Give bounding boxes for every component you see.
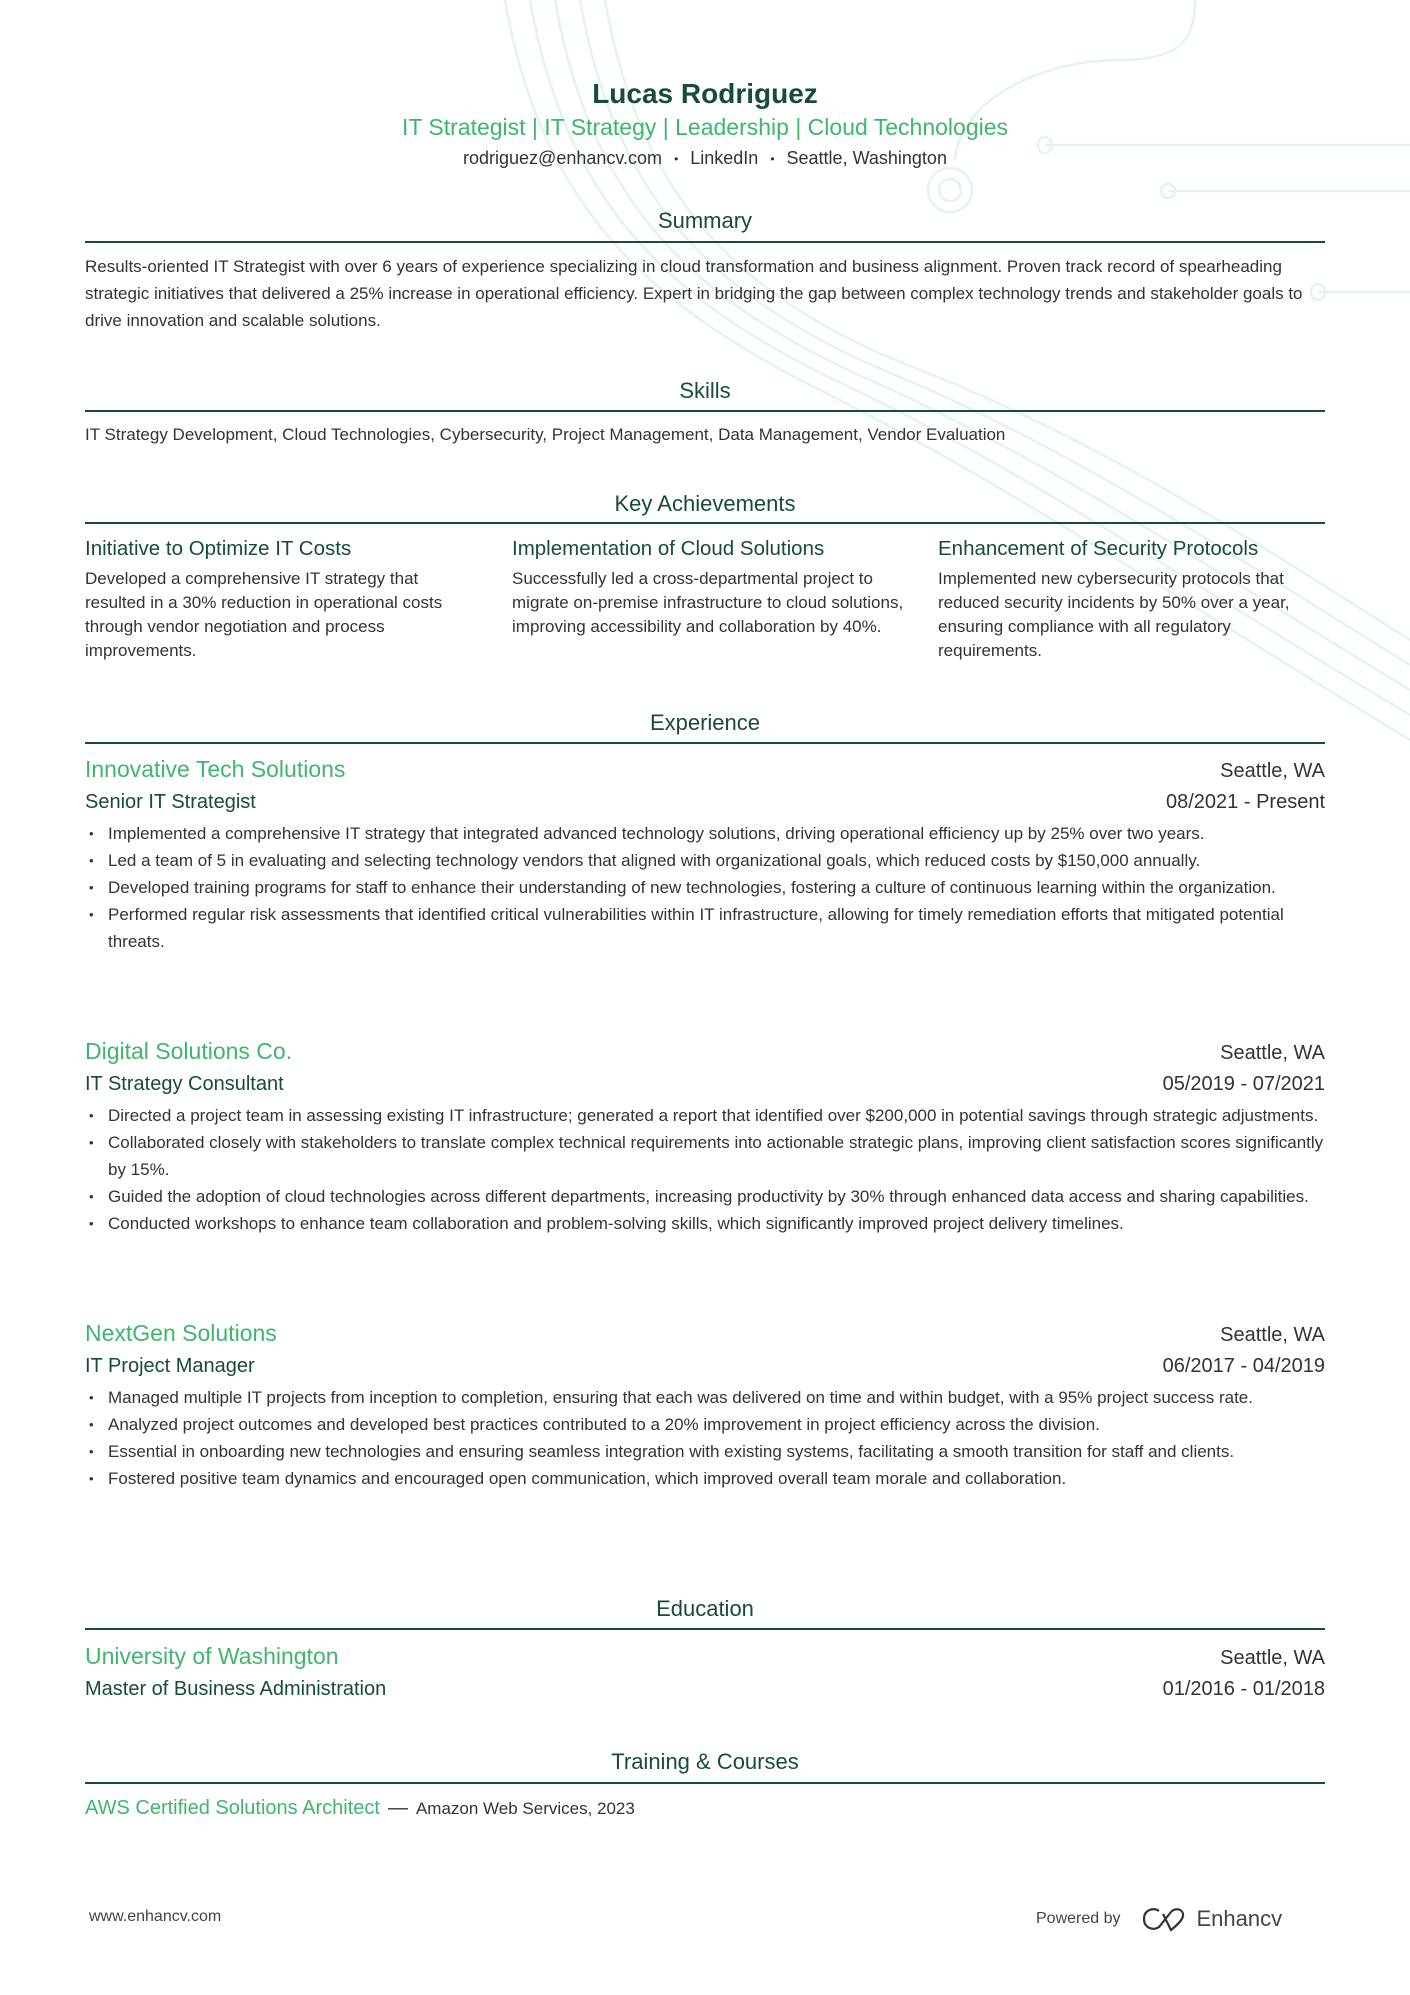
achievement-text: Developed a comprehensive IT strategy that resulted in a 30% reduction in operational costs through vendor negotiation and process improvements.	[85, 569, 443, 660]
contact-info	[85, 148, 1325, 169]
job-dates: 08/2021 - Present	[1166, 791, 1325, 813]
job-location: Seattle, WA	[1220, 1042, 1325, 1064]
location: Seattle, Washington	[786, 148, 947, 168]
job-bullets	[85, 1384, 1325, 1492]
job-bullets	[85, 1102, 1325, 1237]
candidate-name: Lucas Rodriguez	[592, 78, 818, 109]
school-location: Seattle, WA	[1220, 1647, 1325, 1669]
bullet: • Guided the adoption of cloud technologies across different departments, increasing productivity by 30% through enhanced data access and sharing capabilities.	[85, 1183, 1325, 1210]
bullet: • Performed regular risk assessments that identified critical vulnerabilities within IT infrastructure, allowing for timely remediation efforts that mitigated potential threats.	[85, 901, 1325, 955]
company-name: NextGen Solutions	[85, 1320, 277, 1346]
job-entry	[85, 1038, 1325, 1237]
company-name: Innovative Tech Solutions	[85, 756, 346, 782]
achievement-item	[85, 537, 480, 663]
job-role: IT Project Manager	[85, 1355, 255, 1377]
job-entry	[85, 756, 1325, 955]
bullet: • Analyzed project outcomes and developed best practices contributed to a 20% improvement in project efficiency across the division.	[85, 1411, 1325, 1438]
course-name: AWS Certified Solutions Architect	[85, 1797, 380, 1819]
divider	[85, 1782, 1325, 1784]
bullet: • Managed multiple IT projects from inception to completion, ensuring that each was delivered on time and within budget, with a 95% project success rate.	[85, 1384, 1325, 1411]
job-location: Seattle, WA	[1220, 1324, 1325, 1346]
achievement-text: Successfully led a cross-departmental project to migrate on-premise infrastructure to cloud solutions, improving accessibility and collaboration by 40%.	[512, 569, 904, 636]
divider	[85, 522, 1325, 524]
course-provider: Amazon Web Services, 2023	[415, 1799, 635, 1818]
powered-by-label: Powered by	[1036, 1910, 1121, 1927]
degree: Master of Business Administration	[85, 1678, 387, 1700]
bullet: • Implemented a comprehensive IT strategy that integrated advanced technology solutions, driving operational efficiency up by 25% over two years.	[85, 820, 1325, 847]
separator: •	[770, 152, 775, 167]
skills-heading: Skills	[679, 378, 731, 403]
education-dates: 01/2016 - 01/2018	[1162, 1678, 1325, 1700]
bullet: • Conducted workshops to enhance team collaboration and problem-solving skills, which significantly improved project delivery timelines.	[85, 1210, 1325, 1237]
training-heading: Training & Courses	[611, 1749, 799, 1774]
achievement-item	[938, 537, 1333, 663]
bullet: • Directed a project team in assessing existing IT infrastructure; generated a report that identified over $200,000 in potential savings through strategic adjustments.	[85, 1102, 1325, 1129]
email-link[interactable]: rodriguez@enhancv.com	[463, 148, 663, 168]
bullet: • Developed training programs for staff to enhance their understanding of new technologies, fostering a culture of continuous learning within the organization.	[85, 874, 1325, 901]
bullet: • Led a team of 5 in evaluating and selecting technology vendors that aligned with organizational goals, which reduced costs by $150,000 annually.	[85, 847, 1325, 874]
job-dates: 05/2019 - 07/2021	[1162, 1073, 1325, 1095]
dash: —	[387, 1797, 408, 1819]
achievement-title: Implementation of Cloud Solutions	[512, 537, 825, 560]
bullet: • Collaborated closely with stakeholders to translate complex technical requirements into actionable strategic plans, improving client satisfaction scores significantly by 15%.	[85, 1129, 1325, 1183]
divider	[85, 742, 1325, 744]
achievement-title: Enhancement of Security Protocols	[938, 537, 1259, 560]
job-dates: 06/2017 - 04/2019	[1162, 1355, 1325, 1377]
linkedin-link[interactable]: LinkedIn	[690, 148, 759, 168]
bullet: • Fostered positive team dynamics and encouraged open communication, which improved overall team morale and collaboration.	[85, 1465, 1325, 1492]
achievement-title: Initiative to Optimize IT Costs	[85, 537, 352, 560]
training-item	[85, 1797, 635, 1820]
divider	[85, 1628, 1325, 1630]
school-name: University of Washington	[85, 1643, 339, 1669]
skills-text: IT Strategy Development, Cloud Technologies, Cybersecurity, Project Management, Data Management, Vendor Evaluation	[85, 425, 1006, 444]
company-name: Digital Solutions Co.	[85, 1038, 293, 1064]
candidate-title: IT Strategist | IT Strategy | Leadership | Cloud Technologies	[401, 114, 1009, 140]
footer-website[interactable]: www.enhancv.com	[89, 1908, 222, 1925]
separator: •	[674, 152, 679, 167]
experience-heading: Experience	[649, 710, 761, 735]
achievement-text: Implemented new cybersecurity protocols that reduced security incidents by 50% over a year, ensuring compliance with all regulatory requirements.	[938, 569, 1290, 660]
job-role: Senior IT Strategist	[85, 791, 256, 813]
education-heading: Education	[656, 1596, 754, 1621]
job-bullets	[85, 820, 1325, 955]
job-location: Seattle, WA	[1220, 760, 1325, 782]
job-role: IT Strategy Consultant	[85, 1073, 284, 1095]
achievement-item	[512, 537, 907, 639]
summary-text: Results-oriented IT Strategist with over 6 years of experience specializing in cloud transformation and business alignment. Proven track record of spearheading strategic initiatives that delivered a 25% increase in operational efficiency. Expert in bridging the gap between complex technology trends and stakeholder goals to drive innovation and scalable solutions.	[85, 257, 1303, 330]
footer-branding	[1036, 1906, 1282, 1932]
job-entry	[85, 1320, 1325, 1492]
achievements-heading: Key Achievements	[614, 491, 796, 516]
enhancv-logo-icon	[1141, 1906, 1187, 1932]
divider	[85, 410, 1325, 412]
enhancv-brand: Enhancv	[1196, 1906, 1283, 1931]
bullet: • Essential in onboarding new technologies and ensuring seamless integration with existing systems, facilitating a smooth transition for staff and clients.	[85, 1438, 1325, 1465]
divider	[85, 241, 1325, 243]
education-entry	[85, 1643, 1325, 1701]
summary-heading: Summary	[657, 208, 753, 233]
